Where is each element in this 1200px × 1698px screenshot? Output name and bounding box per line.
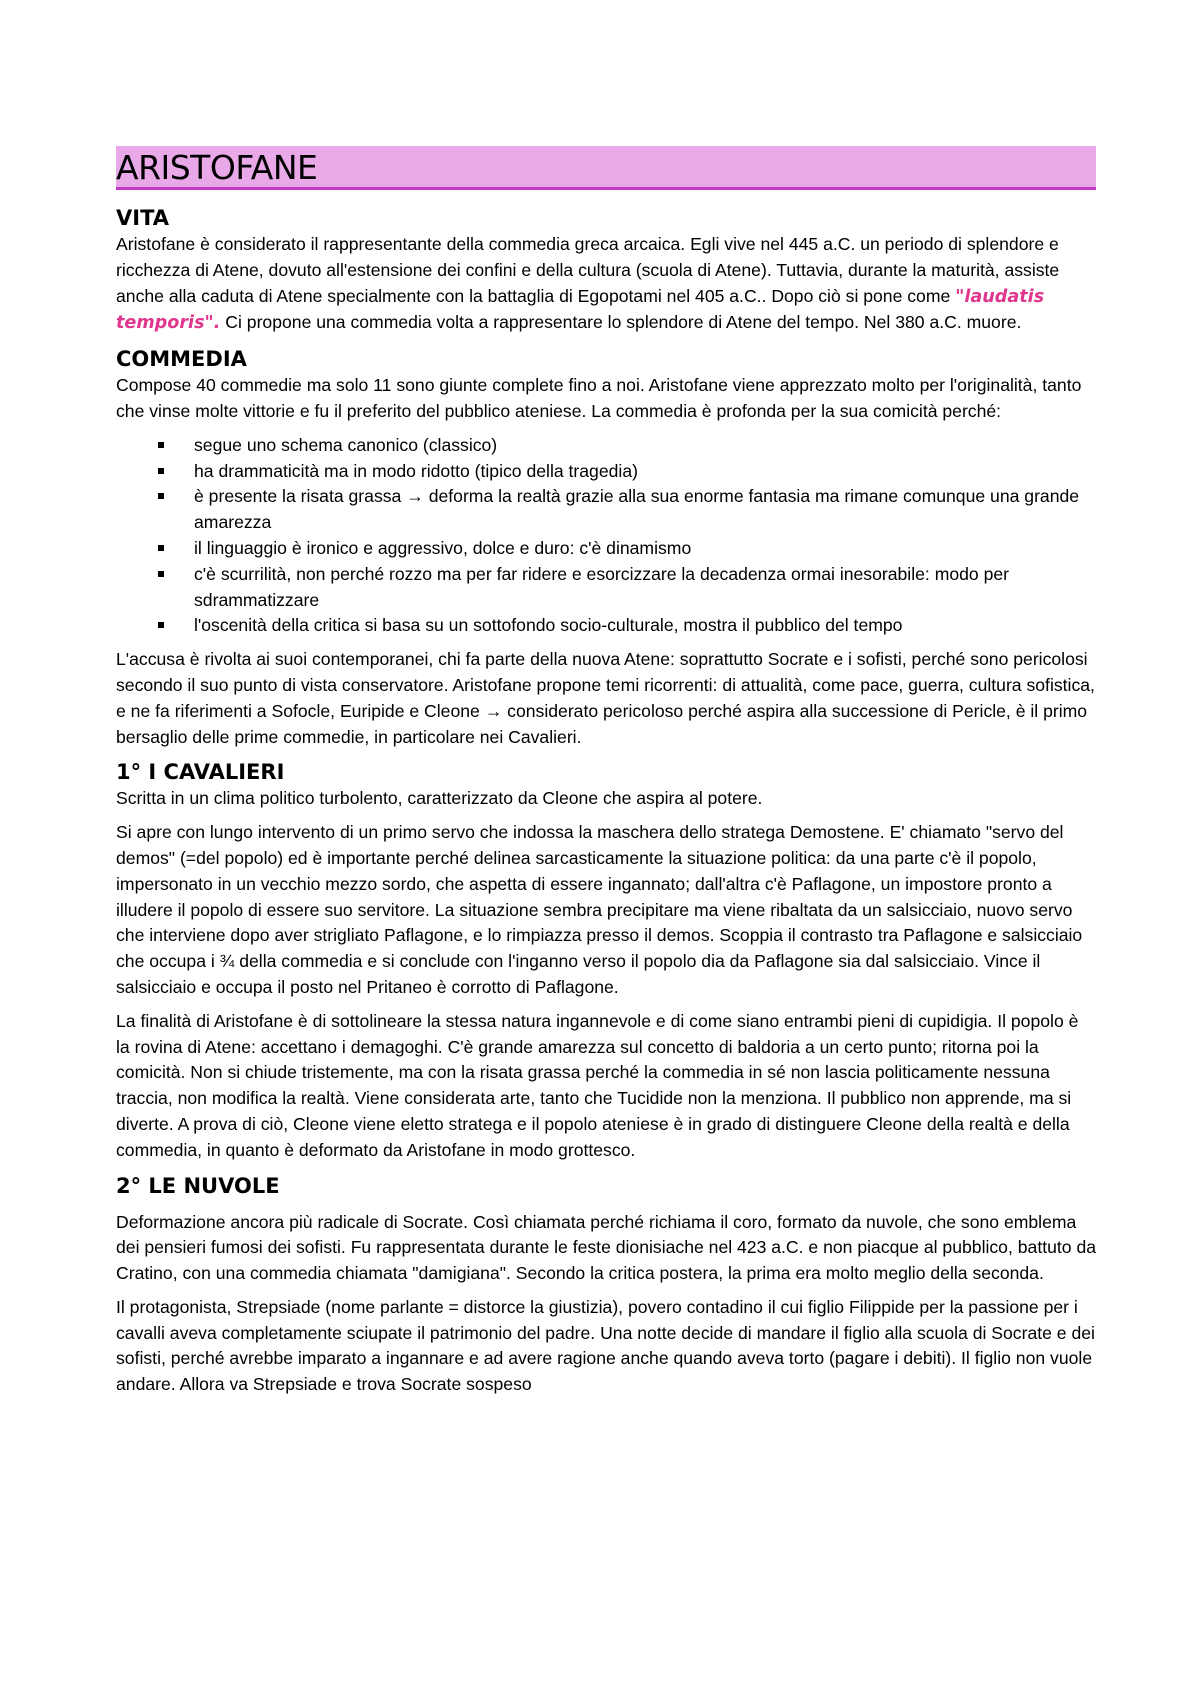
bullet-icon: [158, 545, 164, 551]
list-item-text: il linguaggio è ironico e aggressivo, dolce e duro: c'è dinamismo: [194, 537, 692, 558]
nuvole-paragraph-2: Il protagonista, Strepsiade (nome parlante = distorce la giustizia), povero contadino il cui figlio Filippide per la passione per i cavalli aveva completamente sciupate il patrimonio del padre. Una notte decide di mandare il figlio alla scuola di Socrate e dei sofisti, perché avrebbe imparato a ingannare e ad avere ragione anche quando aveva torto (pagare i debiti). Il figlio non vuole andare. Allora va Strepsiade e trova Socrate sospeso: [116, 1296, 1095, 1395]
vita-emphasis: "laudatis temporis".: [116, 286, 1045, 334]
document-page: [116, 146, 1096, 1398]
list-item: [116, 562, 1096, 614]
bullet-icon: [158, 571, 164, 577]
title-bar: [116, 146, 1096, 190]
commedia-bullet-list: [116, 433, 1096, 639]
list-item: [116, 433, 1096, 459]
vita-paragraph: [116, 232, 1096, 337]
heading-vita: VITA: [116, 206, 170, 230]
list-item-text: segue uno schema canonico (classico): [194, 434, 498, 455]
nuvole-paragraph-1: Deformazione ancora più radicale di Socrate. Così chiamata perché richiama il coro, formato da nuvole, che sono emblema dei pensieri fumosi dei sofisti. Fu rappresentata durante le feste dionisiache nel 423 a.C. e non piacque al pubblico, battuto da Cratino, con una commedia chiamata "damigiana". Secondo la critica postera, la prima era molto meglio della seconda.: [116, 1211, 1097, 1284]
list-item: [116, 459, 1096, 485]
vita-text-b: Ci propone una commedia volta a rappresentare lo splendore di Atene del tempo. Nel 380 a.C. muore.: [220, 312, 1022, 333]
list-item: [116, 536, 1096, 562]
bullet-icon: [158, 468, 164, 474]
cavalieri-paragraph-3: La finalità di Aristofane è di sottolineare la stessa natura ingannevole e di come siano entrambi pieni di cupidigia. Il popolo è la rovina di Atene: accettano i demagoghi. C'è grande amarezza sul concetto di baldoria a un certo punto; ritorna poi la comicità. Non si chiude tristemente, ma con la risata grassa perché la commedia in sé non lascia politicamente nessuna traccia, non modifica la realtà. Viene considerata arte, tanto che Tucidide non la menziona. Il pubblico non apprende, ma si diverte. A prova di ciò, Cleone viene eletto stratega e il popolo ateniese è in grado di distinguere Cleone della realtà e della commedia, in quanto è deformato da Aristofane in modo grottesco.: [116, 1010, 1079, 1160]
list-item-text: c'è scurrilità, non perché rozzo ma per far ridere e esorcizzare la decadenza ormai inesorabile: modo per sdrammatizzare: [194, 563, 1010, 610]
bullet-icon: [158, 622, 164, 628]
bullet-icon: [158, 442, 164, 448]
bullet-icon: [158, 493, 164, 499]
list-item-text: l'oscenità della critica si basa su un sottofondo socio-culturale, mostra il pubblico del tempo: [194, 615, 903, 636]
heading-cavalieri: 1° I CAVALIERI: [116, 760, 285, 785]
commedia-paragraph-1: Compose 40 commedie ma solo 11 sono giunte complete fino a noi. Aristofane viene apprezzato molto per l'originalità, tanto che vinse molte vittorie e fu il preferito del pubblico ateniese. La commedia è profonda per la sua comicità perché:: [116, 375, 1082, 421]
list-item: [116, 613, 1096, 639]
list-item: [116, 484, 1096, 536]
document-title: ARISTOFANE: [116, 148, 318, 187]
cavalieri-paragraph-1: Scritta in un clima politico turbolento, caratterizzato da Cleone che aspira al potere.: [116, 788, 763, 809]
commedia-paragraph-2: L'accusa è rivolta ai suoi contemporanei, chi fa parte della nuova Atene: soprattutto Socrate e i sofisti, perché sono pericolosi secondo il suo punto di vista conservatore. Aristofane propone temi ricorrenti: di attualità, come pace, guerra, cultura sofistica, e ne fa riferimenti a Sofocle, Euripide e Cleone → considerato pericoloso perché aspira alla successione di Pericle, è il primo bersaglio delle prime commedie, in particolare nei Cavalieri.: [116, 649, 1095, 747]
vita-text-a: Aristofane è considerato il rappresentante della commedia greca arcaica. Egli vive nel 445 a.C. un periodo di splendore e ricchezza di Atene, dovuto all'estensione dei confini e della cultura (scuola di Atene). Tuttavia, durante la maturità, assiste anche alla caduta di Atene specialmente con la battaglia di Egopotami nel 405 a.C.. Dopo ciò si pone come: [116, 234, 1060, 306]
heading-nuvole: 2° LE NUVOLE: [116, 1173, 280, 1198]
heading-commedia: COMMEDIA: [116, 347, 247, 372]
list-item-text: è presente la risata grassa → deforma la realtà grazie alla sua enorme fantasia ma rimane comunque una grande amarezza: [194, 486, 1080, 533]
cavalieri-paragraph-2: Si apre con lungo intervento di un primo servo che indossa la maschera dello stratega Demostene. E' chiamato "servo del demos" (=del popolo) ed è importante perché delinea sarcasticamente la situazione politica: da una parte c'è il popolo, impersonato in un vecchio mezzo sordo, che aspetta di essere ingannato; dall'altra c'è Paflagone, un impostore pronto a illudere il popolo di essere suo servitore. La situazione sembra precipitare ma viene ribaltata da un salsicciaio, nuovo servo che interviene dopo aver strigliato Paflagone, e lo rimpiazza presso il demos. Scoppia il contrasto tra Paflagone e salsicciaio che occupa i ¾ della commedia e si conclude con l'inganno verso il popolo dia da Paflagone sia dal salsicciaio. Vince il salsicciaio e occupa il posto nel Pritaneo è corrotto di Paflagone.: [116, 822, 1083, 997]
list-item-text: ha drammaticità ma in modo ridotto (tipico della tragedia): [194, 460, 638, 481]
